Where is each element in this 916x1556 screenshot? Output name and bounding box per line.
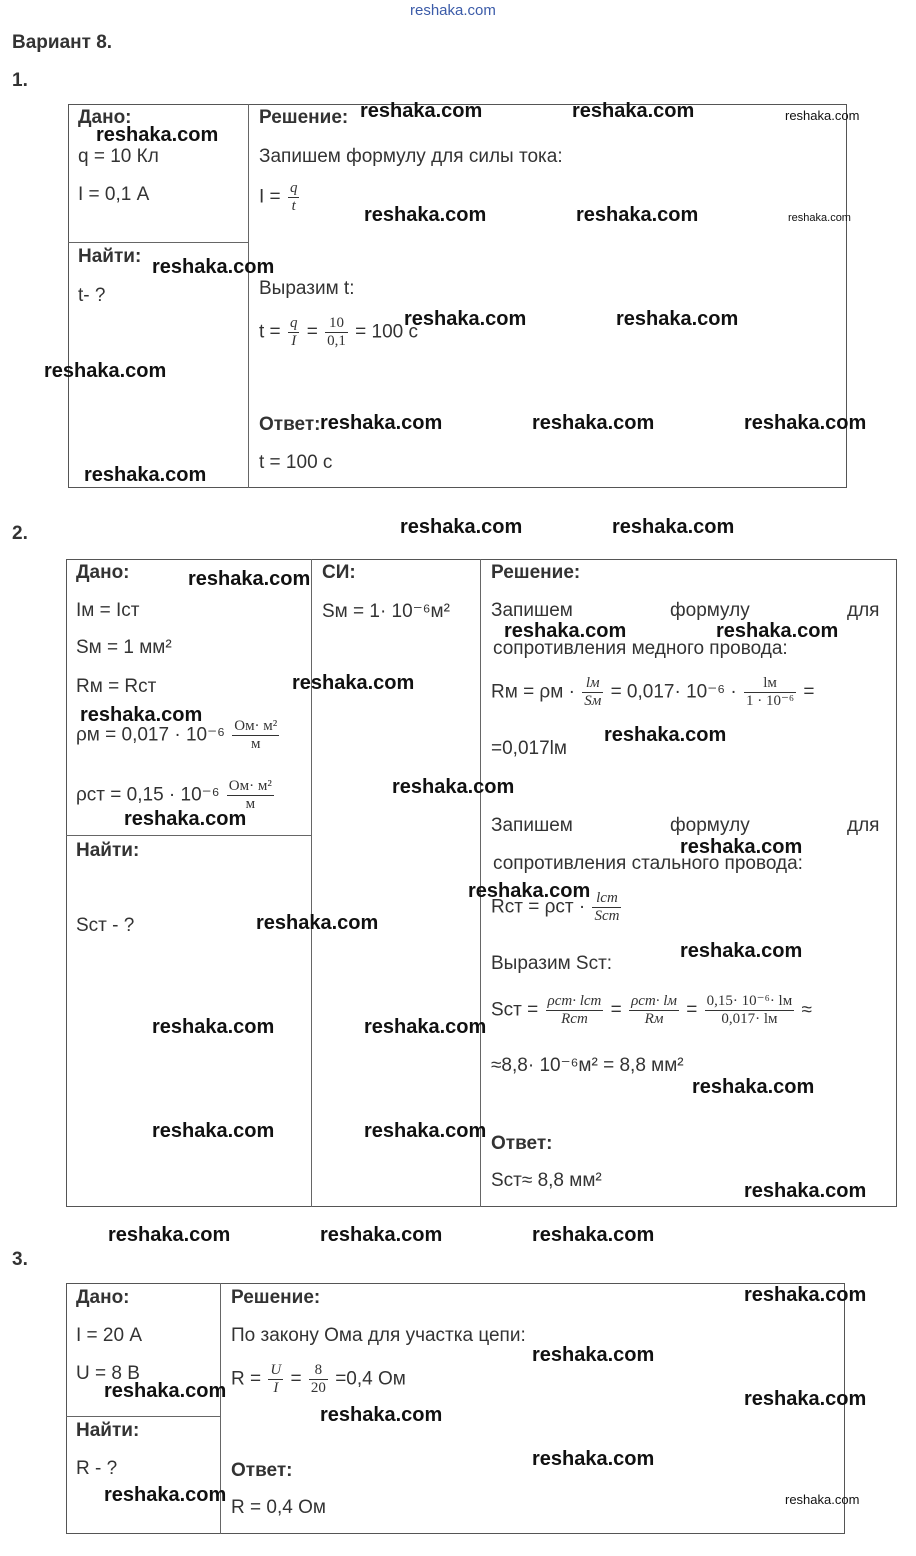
- formula-left: R =: [231, 1368, 262, 1390]
- watermark: reshaka.com: [364, 1120, 487, 1142]
- solution-text: для: [847, 815, 880, 836]
- given-current: I = 20 А: [76, 1325, 143, 1346]
- denominator: Rст: [561, 1011, 588, 1027]
- watermark: reshaka.com: [532, 1448, 655, 1470]
- watermark: reshaka.com: [96, 124, 219, 146]
- solution-text: для: [847, 600, 880, 621]
- watermark: reshaka.com: [744, 412, 867, 434]
- solution-label: Решение:: [231, 1287, 321, 1308]
- denominator: 0,1: [327, 333, 346, 349]
- numerator: q: [289, 180, 298, 196]
- fraction: [744, 675, 796, 710]
- find-label: Найти:: [78, 246, 142, 267]
- watermark: reshaka.com: [785, 1492, 860, 1507]
- denominator: м: [245, 796, 256, 812]
- fraction: [268, 1362, 283, 1397]
- problem-2-number: 2.: [12, 523, 28, 544]
- watermark: reshaka.com: [108, 1224, 231, 1246]
- denominator: Rм: [644, 1011, 664, 1027]
- solution-text: Выразим t:: [259, 278, 355, 299]
- formula-left: I =: [259, 186, 281, 208]
- watermark: reshaka.com: [104, 1484, 227, 1506]
- watermark: reshaka.com: [124, 808, 247, 830]
- watermark: reshaka.com: [468, 880, 591, 902]
- watermark: reshaka.com: [152, 256, 275, 278]
- solution-text: Запишем: [491, 815, 573, 836]
- numerator: 0,15· 10⁻⁶· lм: [706, 993, 793, 1009]
- watermark: reshaka.com: [404, 308, 527, 330]
- watermark: reshaka.com: [744, 1284, 867, 1306]
- formula-current: [259, 180, 301, 215]
- equals: =: [290, 1368, 302, 1390]
- fraction: [592, 890, 621, 925]
- watermark: reshaka.com: [532, 1344, 655, 1366]
- find-label: Найти:: [76, 1420, 140, 1441]
- value: ρм = 0,017 · 10⁻⁶: [76, 724, 225, 746]
- denominator: 1 · 10⁻⁶: [745, 693, 795, 709]
- formula-copper-result: =0,017lм: [491, 738, 567, 759]
- denominator: 0,017· lм: [721, 1011, 778, 1027]
- fraction: [232, 718, 279, 753]
- numerator: Ом· м²: [228, 778, 272, 794]
- fraction: [582, 675, 603, 710]
- solution-label: Решение:: [491, 562, 581, 583]
- denominator: Sм: [584, 693, 602, 709]
- given-area: Sм = 1 мм²: [76, 637, 172, 658]
- denominator: 20: [310, 1380, 326, 1396]
- answer-label: Ответ:: [491, 1133, 553, 1154]
- given-label: Дано:: [76, 562, 130, 583]
- given-current: I = 0,1 А: [78, 184, 150, 205]
- site-link[interactable]: reshaka.com: [410, 2, 496, 19]
- variant-title: Вариант 8.: [12, 32, 113, 53]
- watermark: reshaka.com: [680, 836, 803, 858]
- watermark: reshaka.com: [716, 620, 839, 642]
- numerator: lст: [592, 890, 621, 908]
- solution-text: сопротивления стального провода:: [493, 853, 803, 874]
- given-voltage: U = 8 В: [76, 1363, 140, 1384]
- numerator: q: [289, 315, 298, 331]
- formula-left: Rст = ρст ·: [491, 896, 586, 918]
- watermark: reshaka.com: [256, 912, 379, 934]
- watermark: reshaka.com: [616, 308, 739, 330]
- answer-value: Sст≈ 8,8 мм²: [491, 1170, 602, 1191]
- given-label: Дано:: [76, 1287, 130, 1308]
- numerator: lм: [744, 675, 796, 693]
- watermark: reshaka.com: [604, 724, 727, 746]
- find-value: R - ?: [76, 1458, 118, 1479]
- watermark: reshaka.com: [532, 412, 655, 434]
- si-value: Sм = 1· 10⁻⁶м²: [322, 601, 450, 622]
- value: ρст = 0,15 · 10⁻⁶: [76, 784, 220, 806]
- fraction: [288, 180, 300, 215]
- watermark: reshaka.com: [680, 940, 803, 962]
- denominator: м: [251, 736, 261, 752]
- watermark: reshaka.com: [785, 108, 860, 123]
- formula-middle: = 0,017· 10⁻⁶ ·: [610, 681, 737, 703]
- numerator: ρст· lм: [631, 993, 677, 1009]
- answer-label: Ответ:: [259, 414, 321, 435]
- divider: [66, 1416, 220, 1417]
- watermark: reshaka.com: [320, 1404, 443, 1426]
- divider: [248, 104, 249, 488]
- result: =0,4 Ом: [335, 1368, 406, 1390]
- solution-text: Запишем формулу для силы тока:: [259, 146, 563, 167]
- fraction: [705, 993, 795, 1028]
- watermark: reshaka.com: [392, 776, 515, 798]
- solution-text: Выразим Sст:: [491, 953, 613, 974]
- watermark: reshaka.com: [744, 1180, 867, 1202]
- formula-left: Sст =: [491, 999, 539, 1021]
- given-charge: q = 10 Кл: [78, 146, 159, 167]
- find-value: t- ?: [78, 285, 106, 306]
- fraction: [546, 993, 604, 1028]
- watermark: reshaka.com: [576, 204, 699, 226]
- fraction: [288, 315, 300, 350]
- solution-text: По закону Ома для участка цепи:: [231, 1325, 526, 1346]
- solution-text: Запишем: [491, 600, 573, 621]
- watermark: reshaka.com: [152, 1016, 275, 1038]
- watermark: reshaka.com: [364, 1016, 487, 1038]
- numerator: U: [270, 1362, 282, 1378]
- answer-value: t = 100 с: [259, 452, 333, 473]
- numerator: 10: [325, 315, 348, 333]
- numerator: Ом· м²: [234, 718, 278, 734]
- formula-time: [259, 315, 418, 350]
- watermark: reshaka.com: [44, 360, 167, 382]
- formula-left: t =: [259, 321, 281, 343]
- numerator: lм: [582, 675, 603, 693]
- result: = 100 с: [355, 321, 418, 343]
- watermark: reshaka.com: [188, 568, 311, 590]
- numerator: 8: [309, 1362, 328, 1380]
- formula-left: Rм = ρм ·: [491, 681, 575, 703]
- problem-1-number: 1.: [12, 70, 28, 91]
- denominator: I: [273, 1380, 279, 1396]
- watermark: reshaka.com: [84, 464, 207, 486]
- solution-text: формулу: [670, 600, 750, 621]
- watermark: reshaka.com: [320, 1224, 443, 1246]
- fraction: [629, 993, 679, 1028]
- watermark: reshaka.com: [788, 212, 851, 224]
- fraction: [309, 1362, 328, 1397]
- numerator: ρст· lст: [547, 993, 602, 1009]
- watermark: reshaka.com: [104, 1380, 227, 1402]
- watermark: reshaka.com: [152, 1120, 275, 1142]
- answer-value: R = 0,4 Ом: [231, 1497, 326, 1518]
- formula-area: [491, 993, 812, 1028]
- given-label: Дано:: [78, 107, 132, 128]
- solution-text: формулу: [670, 815, 750, 836]
- denominator: t: [291, 198, 296, 214]
- problem-3-number: 3.: [12, 1249, 28, 1270]
- solution-label: Решение:: [259, 107, 349, 128]
- given-currents: Iм = Iст: [76, 600, 140, 621]
- answer-label: Ответ:: [231, 1460, 293, 1481]
- watermark: reshaka.com: [532, 1224, 655, 1246]
- watermark: reshaka.com: [572, 100, 695, 122]
- divider: [311, 559, 312, 1207]
- watermark: reshaka.com: [292, 672, 415, 694]
- divider: [68, 242, 248, 243]
- equals: =: [306, 321, 318, 343]
- equals: =: [686, 999, 698, 1021]
- equals: =: [610, 999, 622, 1021]
- watermark: reshaka.com: [364, 204, 487, 226]
- watermark: reshaka.com: [692, 1076, 815, 1098]
- denominator: Sст: [594, 908, 620, 924]
- formula-area-result: ≈8,8· 10⁻⁶м² = 8,8 мм²: [491, 1055, 684, 1076]
- given-resistances: Rм = Rст: [76, 676, 157, 697]
- divider: [66, 835, 311, 836]
- equals: =: [803, 681, 815, 703]
- denominator: I: [291, 333, 297, 349]
- watermark: reshaka.com: [400, 516, 523, 538]
- watermark: reshaka.com: [360, 100, 483, 122]
- approx: ≈: [801, 999, 812, 1021]
- watermark: reshaka.com: [504, 620, 627, 642]
- si-label: СИ:: [322, 562, 356, 583]
- formula-ohm: [231, 1362, 406, 1397]
- find-label: Найти:: [76, 840, 140, 861]
- find-value: Sст - ?: [76, 915, 135, 936]
- fraction: [325, 315, 348, 350]
- solution-text: сопротивления медного провода:: [493, 638, 788, 659]
- formula-copper: [491, 675, 815, 710]
- watermark: reshaka.com: [320, 412, 443, 434]
- watermark: reshaka.com: [612, 516, 735, 538]
- watermark: reshaka.com: [80, 704, 203, 726]
- watermark: reshaka.com: [744, 1388, 867, 1410]
